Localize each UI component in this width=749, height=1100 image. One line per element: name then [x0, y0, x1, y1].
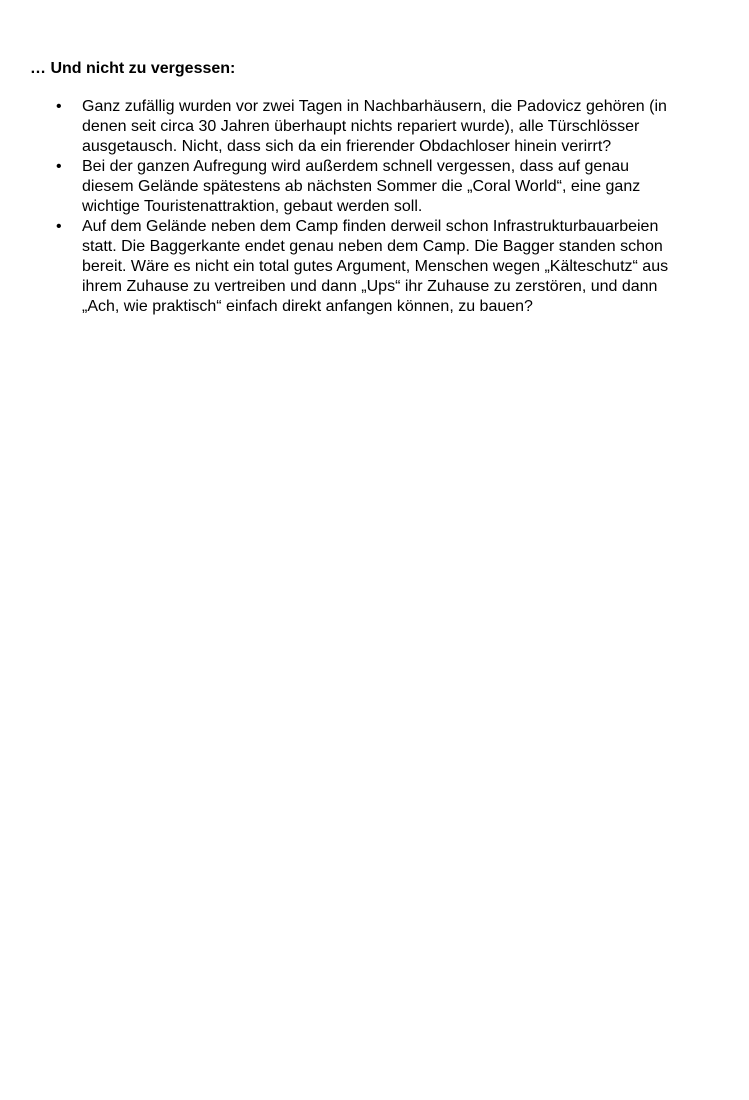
text-line: Auf dem Gelände neben dem Camp finden derweil schon Infrastrukturbauarbeien: [82, 218, 659, 235]
text-line: diesem Gelände spätestens ab nächsten Sommer die „Coral World“, eine ganz: [82, 178, 641, 195]
text-line: ihrem Zuhause zu vertreiben und dann „Ups“ ihr Zuhause zu zerstören, und dann: [82, 278, 658, 295]
section-heading: … Und nicht zu vergessen:: [30, 60, 236, 77]
text-line: bereit. Wäre es nicht ein total gutes Argument, Menschen wegen „Kälteschutz“ aus: [82, 258, 669, 275]
bullet-list: [0, 97, 722, 317]
text-line: denen seit circa 30 Jahren überhaupt nichts repariert wurde), alle Türschlösser: [82, 118, 640, 135]
list-item: [0, 157, 722, 217]
bullet-icon: •: [56, 218, 62, 235]
text-line: Bei der ganzen Aufregung wird außerdem schnell vergessen, dass auf genau: [82, 158, 630, 175]
text-line: wichtige Touristenattraktion, gebaut werden soll.: [82, 198, 423, 215]
text-line: statt. Die Baggerkante endet genau neben dem Camp. Die Bagger standen schon: [82, 238, 663, 255]
list-item: [0, 217, 722, 317]
bullet-icon: •: [56, 98, 62, 115]
text-line: „Ach, wie praktisch“ einfach direkt anfangen können, zu bauen?: [82, 298, 533, 315]
text-line: Ganz zufällig wurden vor zwei Tagen in Nachbarhäusern, die Padovicz gehören (in: [82, 98, 667, 115]
list-item: [0, 97, 722, 157]
bullet-icon: •: [56, 158, 62, 175]
text-line: ausgetausch. Nicht, dass sich da ein frierender Obdachloser hinein verirrt?: [82, 138, 612, 155]
